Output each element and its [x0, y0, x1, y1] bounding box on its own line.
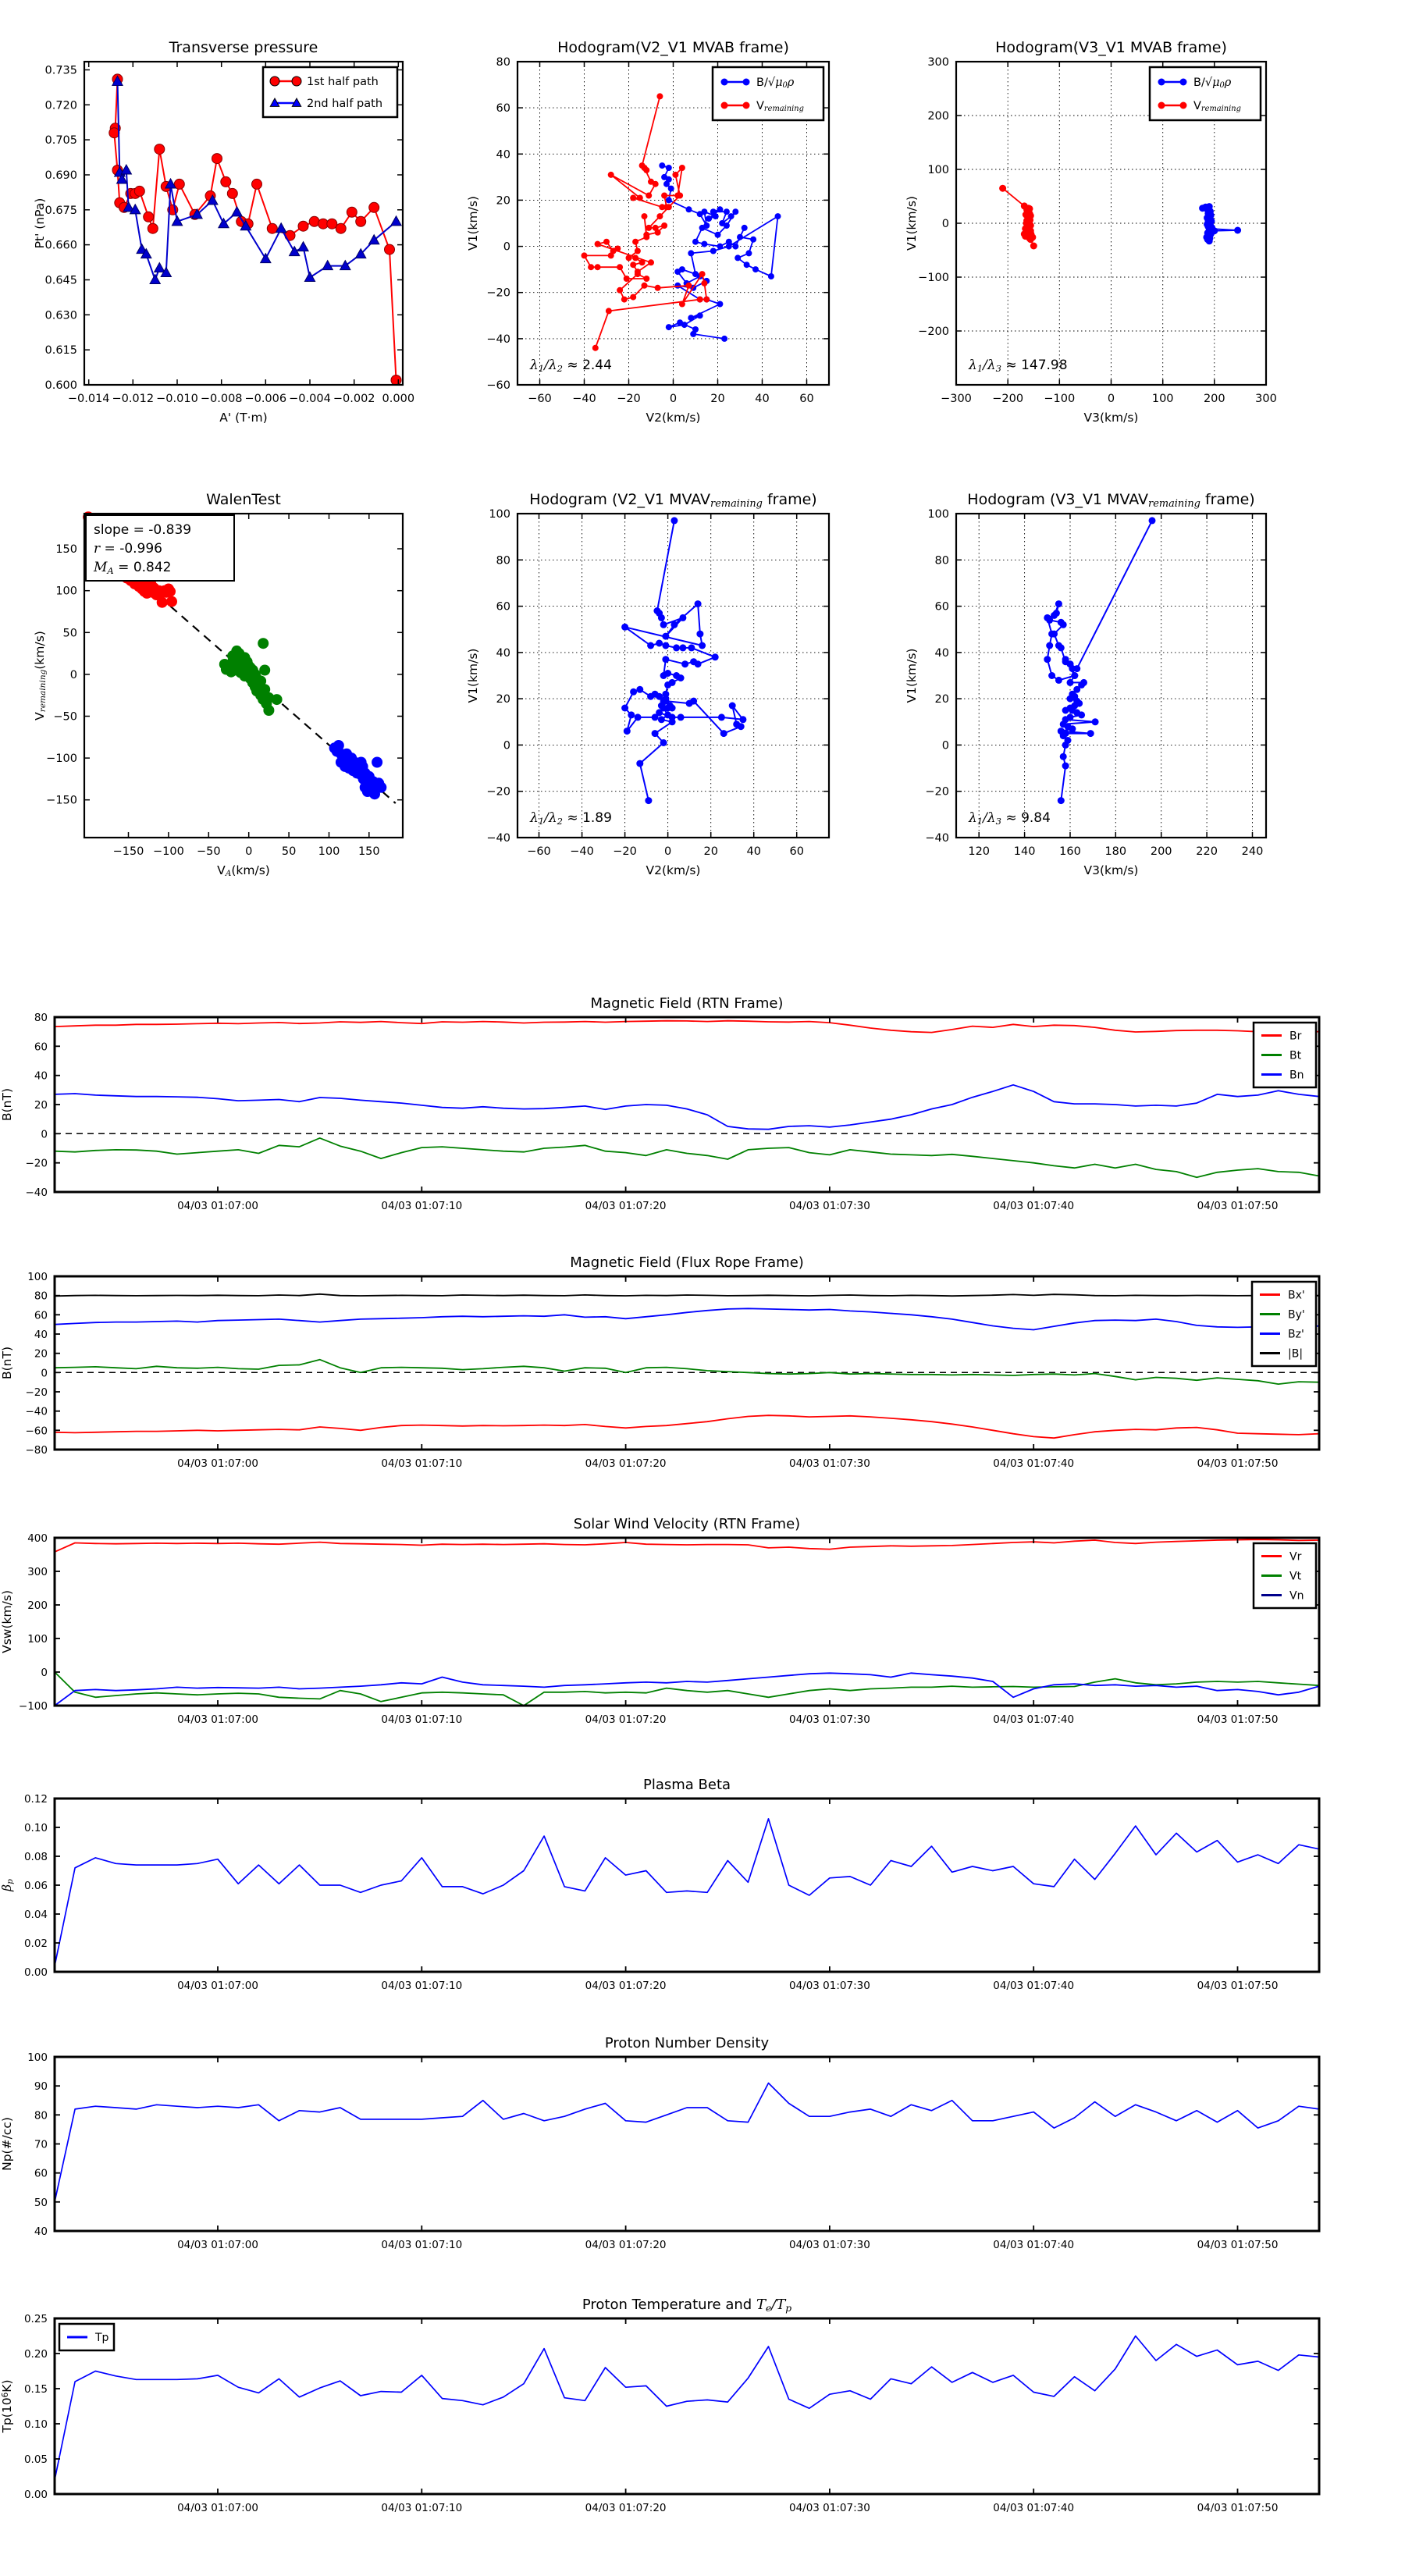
- svg-text:04/03 01:07:10: 04/03 01:07:10: [381, 2502, 463, 2514]
- svg-text:2nd half path: 2nd half path: [307, 98, 383, 110]
- svg-text:0: 0: [941, 739, 949, 753]
- svg-text:−20: −20: [613, 845, 637, 858]
- svg-text:Vr: Vr: [1289, 1550, 1302, 1564]
- svg-text:0.615: 0.615: [44, 344, 77, 358]
- svg-text:Bt: Bt: [1289, 1049, 1302, 1062]
- svg-text:220: 220: [1196, 845, 1218, 858]
- svg-text:−60: −60: [486, 379, 510, 392]
- svg-text:04/03 01:07:40: 04/03 01:07:40: [993, 1457, 1075, 1470]
- svg-text:Bx': Bx': [1288, 1289, 1305, 1302]
- svg-text:200: 200: [927, 110, 949, 123]
- svg-text:0: 0: [41, 1128, 48, 1141]
- svg-text:−150: −150: [46, 794, 77, 807]
- svg-text:04/03 01:07:50: 04/03 01:07:50: [1197, 1200, 1279, 1212]
- panel-solar-wind-velocity: [0, 1511, 1327, 1746]
- svg-text:−50: −50: [196, 845, 221, 858]
- svg-text:04/03 01:07:40: 04/03 01:07:40: [993, 1980, 1075, 1992]
- svg-text:−100: −100: [1044, 393, 1076, 405]
- svg-text:−20: −20: [925, 785, 949, 799]
- svg-text:20: 20: [710, 393, 725, 405]
- svg-text:Hodogram(V2_V1 MVAB frame): Hodogram(V2_V1 MVAB frame): [557, 39, 789, 56]
- svg-text:Hodogram (V3_V1 MVAVremaining: Hodogram (V3_V1 MVAVremaining frame): [967, 491, 1255, 510]
- svg-text:04/03 01:07:50: 04/03 01:07:50: [1197, 1980, 1279, 1992]
- svg-text:−150: −150: [112, 845, 144, 858]
- svg-text:Bz': Bz': [1288, 1328, 1304, 1341]
- svg-text:−20: −20: [25, 1157, 48, 1170]
- svg-text:0.04: 0.04: [23, 1909, 48, 1921]
- svg-text:40: 40: [34, 1069, 48, 1083]
- svg-text:−20: −20: [486, 286, 510, 300]
- svg-text:100: 100: [27, 1271, 48, 1283]
- svg-text:V2(km/s): V2(km/s): [646, 411, 701, 425]
- svg-text:60: 60: [496, 600, 510, 614]
- svg-text:0: 0: [669, 393, 678, 405]
- svg-text:−0.002: −0.002: [333, 393, 375, 405]
- svg-text:100: 100: [318, 845, 340, 858]
- svg-text:100: 100: [1151, 393, 1174, 405]
- svg-text:80: 80: [496, 56, 510, 69]
- svg-text:0.645: 0.645: [44, 274, 77, 287]
- svg-text:Vremaining(km/s): Vremaining(km/s): [33, 631, 48, 720]
- svg-text:20: 20: [34, 1099, 48, 1112]
- svg-text:0: 0: [941, 218, 949, 230]
- svg-text:−40: −40: [486, 333, 510, 346]
- svg-text:200: 200: [1203, 393, 1225, 405]
- svg-text:80: 80: [496, 554, 510, 568]
- svg-text:Plasma Beta: Plasma Beta: [642, 1777, 731, 1793]
- svg-text:04/03 01:07:40: 04/03 01:07:40: [993, 2502, 1075, 2514]
- svg-text:60: 60: [799, 393, 814, 405]
- svg-text:20: 20: [496, 194, 510, 208]
- svg-text:20: 20: [34, 1347, 48, 1361]
- svg-text:B/√μ0ρ: B/√μ0ρ: [756, 76, 795, 91]
- svg-text:40: 40: [496, 148, 510, 162]
- svg-text:04/03 01:07:40: 04/03 01:07:40: [993, 1200, 1075, 1212]
- svg-text:−0.004: −0.004: [289, 393, 331, 405]
- svg-text:−20: −20: [617, 393, 641, 405]
- svg-text:04/03 01:07:00: 04/03 01:07:00: [177, 2502, 258, 2514]
- plot-hodogram-v2v1-mvab: [464, 35, 837, 429]
- svg-text:0: 0: [503, 240, 510, 254]
- svg-text:−40: −40: [25, 1405, 48, 1418]
- svg-text:V1(km/s): V1(km/s): [466, 196, 480, 251]
- svg-text:200: 200: [27, 1599, 48, 1612]
- svg-text:300: 300: [1255, 393, 1277, 405]
- svg-text:−40: −40: [486, 832, 510, 845]
- svg-text:150: 150: [357, 845, 380, 858]
- svg-text:04/03 01:07:20: 04/03 01:07:20: [585, 2239, 667, 2251]
- svg-text:0.690: 0.690: [44, 169, 77, 182]
- svg-text:−100: −100: [18, 1700, 48, 1713]
- svg-text:04/03 01:07:10: 04/03 01:07:10: [381, 1713, 463, 1726]
- svg-text:100: 100: [489, 508, 510, 521]
- svg-text:0.02: 0.02: [23, 1937, 48, 1950]
- svg-text:0.25: 0.25: [23, 2313, 48, 2325]
- svg-text:120: 120: [968, 845, 991, 858]
- svg-text:Solar Wind Velocity (RTN Frame: Solar Wind Velocity (RTN Frame): [573, 1516, 801, 1532]
- svg-text:0.705: 0.705: [44, 134, 77, 148]
- svg-text:−60: −60: [528, 393, 552, 405]
- panel-magnetic-field-rtn: [0, 991, 1327, 1233]
- svg-text:100: 100: [55, 585, 77, 598]
- svg-text:100: 100: [927, 508, 949, 521]
- svg-text:Vremaining: Vremaining: [1193, 100, 1241, 114]
- svg-text:WalenTest: WalenTest: [206, 491, 281, 508]
- svg-text:λ1/λ2 ≈ 1.89: λ1/λ2 ≈ 1.89: [530, 810, 612, 827]
- plot-hodogram-v2v1-mvav: [464, 487, 837, 882]
- panel-proton-temperature: [0, 2292, 1327, 2535]
- svg-text:0.00: 0.00: [23, 1966, 48, 1979]
- panel-proton-number-density: [0, 2030, 1327, 2272]
- svg-text:50: 50: [62, 627, 77, 640]
- svg-text:04/03 01:07:00: 04/03 01:07:00: [177, 1713, 258, 1726]
- svg-text:−40: −40: [572, 393, 596, 405]
- svg-text:50: 50: [34, 2196, 48, 2209]
- svg-text:0.08: 0.08: [23, 1851, 48, 1863]
- svg-text:Proton Number Density: Proton Number Density: [604, 2035, 770, 2051]
- svg-text:60: 60: [34, 2167, 48, 2180]
- svg-text:100: 100: [927, 164, 949, 176]
- svg-text:V1(km/s): V1(km/s): [905, 196, 919, 251]
- svg-text:−200: −200: [992, 393, 1024, 405]
- svg-text:04/03 01:07:00: 04/03 01:07:00: [177, 2239, 258, 2251]
- svg-text:0.10: 0.10: [23, 2418, 48, 2431]
- svg-text:04/03 01:07:30: 04/03 01:07:30: [788, 1200, 870, 1212]
- svg-text:04/03 01:07:10: 04/03 01:07:10: [381, 1980, 463, 1992]
- svg-text:60: 60: [789, 845, 804, 858]
- svg-text:Bn: Bn: [1289, 1069, 1304, 1082]
- svg-text:100: 100: [27, 1633, 48, 1646]
- svg-text:−40: −40: [25, 1187, 48, 1199]
- svg-text:04/03 01:07:50: 04/03 01:07:50: [1197, 2502, 1279, 2514]
- svg-text:Vremaining: Vremaining: [756, 100, 804, 114]
- svg-text:150: 150: [55, 543, 77, 556]
- svg-text:−40: −40: [925, 832, 949, 845]
- plot-walen-test: [31, 487, 411, 882]
- svg-text:40: 40: [34, 1329, 48, 1341]
- svg-text:04/03 01:07:20: 04/03 01:07:20: [585, 1980, 667, 1992]
- svg-text:B/√μ0ρ: B/√μ0ρ: [1193, 76, 1232, 91]
- svg-text:60: 60: [934, 600, 949, 614]
- svg-text:20: 20: [496, 693, 510, 706]
- svg-text:04/03 01:07:10: 04/03 01:07:10: [381, 1200, 463, 1212]
- svg-text:0: 0: [503, 739, 510, 753]
- svg-text:0.600: 0.600: [44, 379, 77, 392]
- svg-text:0: 0: [1107, 393, 1115, 405]
- svg-text:βp: βp: [0, 1879, 16, 1891]
- svg-text:04/03 01:07:50: 04/03 01:07:50: [1197, 1457, 1279, 1470]
- svg-text:Magnetic Field (Flux Rope Fram: Magnetic Field (Flux Rope Frame): [570, 1254, 804, 1271]
- svg-text:04/03 01:07:00: 04/03 01:07:00: [177, 1457, 258, 1470]
- svg-text:0: 0: [41, 1367, 48, 1380]
- svg-text:Proton Temperature and Te/Tp: Proton Temperature and Te/Tp: [582, 2297, 792, 2314]
- svg-text:0.000: 0.000: [382, 393, 415, 405]
- svg-text:|B|: |B|: [1288, 1347, 1304, 1361]
- svg-text:20: 20: [934, 693, 949, 706]
- svg-text:B(nT): B(nT): [0, 1346, 14, 1380]
- svg-text:V1(km/s): V1(km/s): [466, 648, 480, 703]
- svg-text:04/03 01:07:20: 04/03 01:07:20: [585, 2502, 667, 2514]
- svg-text:90: 90: [34, 2080, 48, 2094]
- svg-text:0.630: 0.630: [44, 309, 77, 322]
- svg-text:80: 80: [34, 2109, 48, 2122]
- svg-text:0.05: 0.05: [23, 2453, 48, 2466]
- svg-text:20: 20: [703, 845, 718, 858]
- svg-text:0.15: 0.15: [23, 2383, 48, 2396]
- svg-text:04/03 01:07:30: 04/03 01:07:30: [788, 2502, 870, 2514]
- svg-text:−80: −80: [25, 1444, 48, 1457]
- svg-text:0: 0: [41, 1667, 48, 1679]
- svg-text:04/03 01:07:30: 04/03 01:07:30: [788, 2239, 870, 2251]
- svg-text:Tp(106K): Tp(106K): [0, 2379, 14, 2433]
- svg-text:0: 0: [663, 845, 672, 858]
- svg-text:80: 80: [934, 554, 949, 568]
- svg-text:Vsw(km/s): Vsw(km/s): [0, 1590, 14, 1653]
- svg-text:80: 80: [34, 1012, 48, 1024]
- svg-text:40: 40: [934, 646, 949, 660]
- svg-text:04/03 01:07:10: 04/03 01:07:10: [381, 2239, 463, 2251]
- panel-magnetic-field-flux-rope: [0, 1250, 1327, 1490]
- svg-text:60: 60: [34, 1041, 48, 1054]
- svg-text:Pt' (nPa): Pt' (nPa): [33, 197, 47, 249]
- svg-text:V3(km/s): V3(km/s): [1083, 863, 1139, 877]
- svg-text:Br: Br: [1289, 1030, 1302, 1043]
- svg-text:04/03 01:07:40: 04/03 01:07:40: [993, 2239, 1075, 2251]
- svg-text:04/03 01:07:20: 04/03 01:07:20: [585, 1713, 667, 1726]
- svg-text:V1(km/s): V1(km/s): [905, 648, 919, 703]
- svg-text:300: 300: [27, 1566, 48, 1578]
- svg-text:λ1/λ3 ≈ 147.98: λ1/λ3 ≈ 147.98: [969, 358, 1068, 374]
- svg-text:0.06: 0.06: [23, 1880, 48, 1892]
- svg-text:04/03 01:07:00: 04/03 01:07:00: [177, 1980, 258, 1992]
- svg-text:λ1/λ3 ≈ 9.84: λ1/λ3 ≈ 9.84: [969, 810, 1051, 827]
- svg-text:V3(km/s): V3(km/s): [1083, 411, 1139, 425]
- svg-text:04/03 01:07:40: 04/03 01:07:40: [993, 1713, 1075, 1726]
- svg-text:40: 40: [755, 393, 770, 405]
- svg-text:B(nT): B(nT): [0, 1087, 14, 1122]
- svg-text:r = -0.996: r = -0.996: [94, 541, 162, 557]
- svg-text:140: 140: [1013, 845, 1036, 858]
- svg-text:40: 40: [34, 2226, 48, 2238]
- svg-text:λ1/λ2 ≈ 2.44: λ1/λ2 ≈ 2.44: [530, 358, 612, 374]
- svg-text:180: 180: [1104, 845, 1127, 858]
- svg-text:−100: −100: [918, 272, 949, 284]
- svg-text:300: 300: [927, 56, 949, 69]
- svg-text:−0.010: −0.010: [156, 393, 198, 405]
- svg-text:−0.014: −0.014: [67, 393, 110, 405]
- svg-text:60: 60: [496, 102, 510, 116]
- svg-text:04/03 01:07:50: 04/03 01:07:50: [1197, 1713, 1279, 1726]
- plot-hodogram-v3v1-mvav: [903, 487, 1274, 882]
- svg-text:04/03 01:07:30: 04/03 01:07:30: [788, 1980, 870, 1992]
- svg-text:−20: −20: [486, 785, 510, 799]
- svg-text:−0.012: −0.012: [112, 393, 155, 405]
- svg-text:Vt: Vt: [1289, 1570, 1302, 1583]
- svg-text:Transverse pressure: Transverse pressure: [169, 39, 318, 56]
- svg-text:0.720: 0.720: [44, 99, 77, 112]
- svg-text:By': By': [1288, 1308, 1305, 1322]
- svg-text:200: 200: [1150, 845, 1172, 858]
- svg-text:−100: −100: [46, 753, 77, 766]
- svg-text:80: 80: [34, 1290, 48, 1303]
- svg-text:400: 400: [27, 1532, 48, 1545]
- svg-text:A' (T·m): A' (T·m): [219, 411, 268, 425]
- svg-text:−0.008: −0.008: [200, 393, 243, 405]
- plot-hodogram-v3v1-mvab: [903, 35, 1277, 429]
- plot-transverse-pressure: [31, 35, 415, 429]
- svg-text:0.10: 0.10: [23, 1822, 48, 1834]
- svg-text:04/03 01:07:20: 04/03 01:07:20: [585, 1457, 667, 1470]
- svg-text:−50: −50: [53, 710, 77, 724]
- svg-text:0.660: 0.660: [44, 239, 77, 252]
- svg-text:V2(km/s): V2(km/s): [646, 863, 701, 877]
- svg-text:70: 70: [34, 2138, 48, 2151]
- svg-text:Np(#/cc): Np(#/cc): [0, 2117, 14, 2171]
- svg-text:Hodogram(V3_V1 MVAB frame): Hodogram(V3_V1 MVAB frame): [995, 39, 1227, 56]
- svg-text:04/03 01:07:30: 04/03 01:07:30: [788, 1713, 870, 1726]
- svg-text:04/03 01:07:00: 04/03 01:07:00: [177, 1200, 258, 1212]
- svg-text:40: 40: [496, 646, 510, 660]
- svg-text:60: 60: [34, 1309, 48, 1322]
- svg-text:0.735: 0.735: [44, 64, 77, 77]
- svg-text:−60: −60: [25, 1425, 48, 1438]
- svg-text:VA(km/s): VA(km/s): [217, 863, 270, 879]
- svg-text:Hodogram (V2_V1 MVAVremaining: Hodogram (V2_V1 MVAVremaining frame): [529, 491, 817, 510]
- svg-text:−0.006: −0.006: [244, 393, 287, 405]
- svg-text:04/03 01:07:50: 04/03 01:07:50: [1197, 2239, 1279, 2251]
- svg-text:04/03 01:07:10: 04/03 01:07:10: [381, 1457, 463, 1470]
- svg-text:−60: −60: [527, 845, 551, 858]
- svg-text:160: 160: [1059, 845, 1081, 858]
- svg-text:50: 50: [281, 845, 297, 858]
- svg-text:Vn: Vn: [1289, 1589, 1304, 1603]
- svg-text:−20: −20: [25, 1386, 48, 1399]
- svg-text:240: 240: [1241, 845, 1264, 858]
- svg-text:0.20: 0.20: [23, 2348, 48, 2361]
- svg-text:0.00: 0.00: [23, 2489, 48, 2501]
- panel-plasma-beta: [0, 1772, 1327, 2012]
- svg-text:−200: −200: [918, 326, 949, 338]
- svg-text:100: 100: [27, 2051, 48, 2064]
- svg-text:0.12: 0.12: [23, 1793, 48, 1806]
- svg-text:0: 0: [245, 845, 253, 858]
- svg-text:0: 0: [69, 668, 77, 681]
- svg-text:Magnetic Field (RTN Frame): Magnetic Field (RTN Frame): [590, 995, 784, 1012]
- svg-text:−40: −40: [570, 845, 594, 858]
- svg-text:slope = -0.839: slope = -0.839: [94, 522, 192, 538]
- svg-text:1st half path: 1st half path: [307, 76, 379, 88]
- svg-text:MA = 0.842: MA = 0.842: [94, 560, 172, 576]
- svg-text:−300: −300: [941, 393, 972, 405]
- svg-text:−100: −100: [152, 845, 184, 858]
- svg-text:Tp: Tp: [95, 2332, 109, 2344]
- svg-text:40: 40: [746, 845, 761, 858]
- svg-text:04/03 01:07:30: 04/03 01:07:30: [788, 1457, 870, 1470]
- svg-text:04/03 01:07:20: 04/03 01:07:20: [585, 1200, 667, 1212]
- svg-text:0.675: 0.675: [44, 204, 77, 217]
